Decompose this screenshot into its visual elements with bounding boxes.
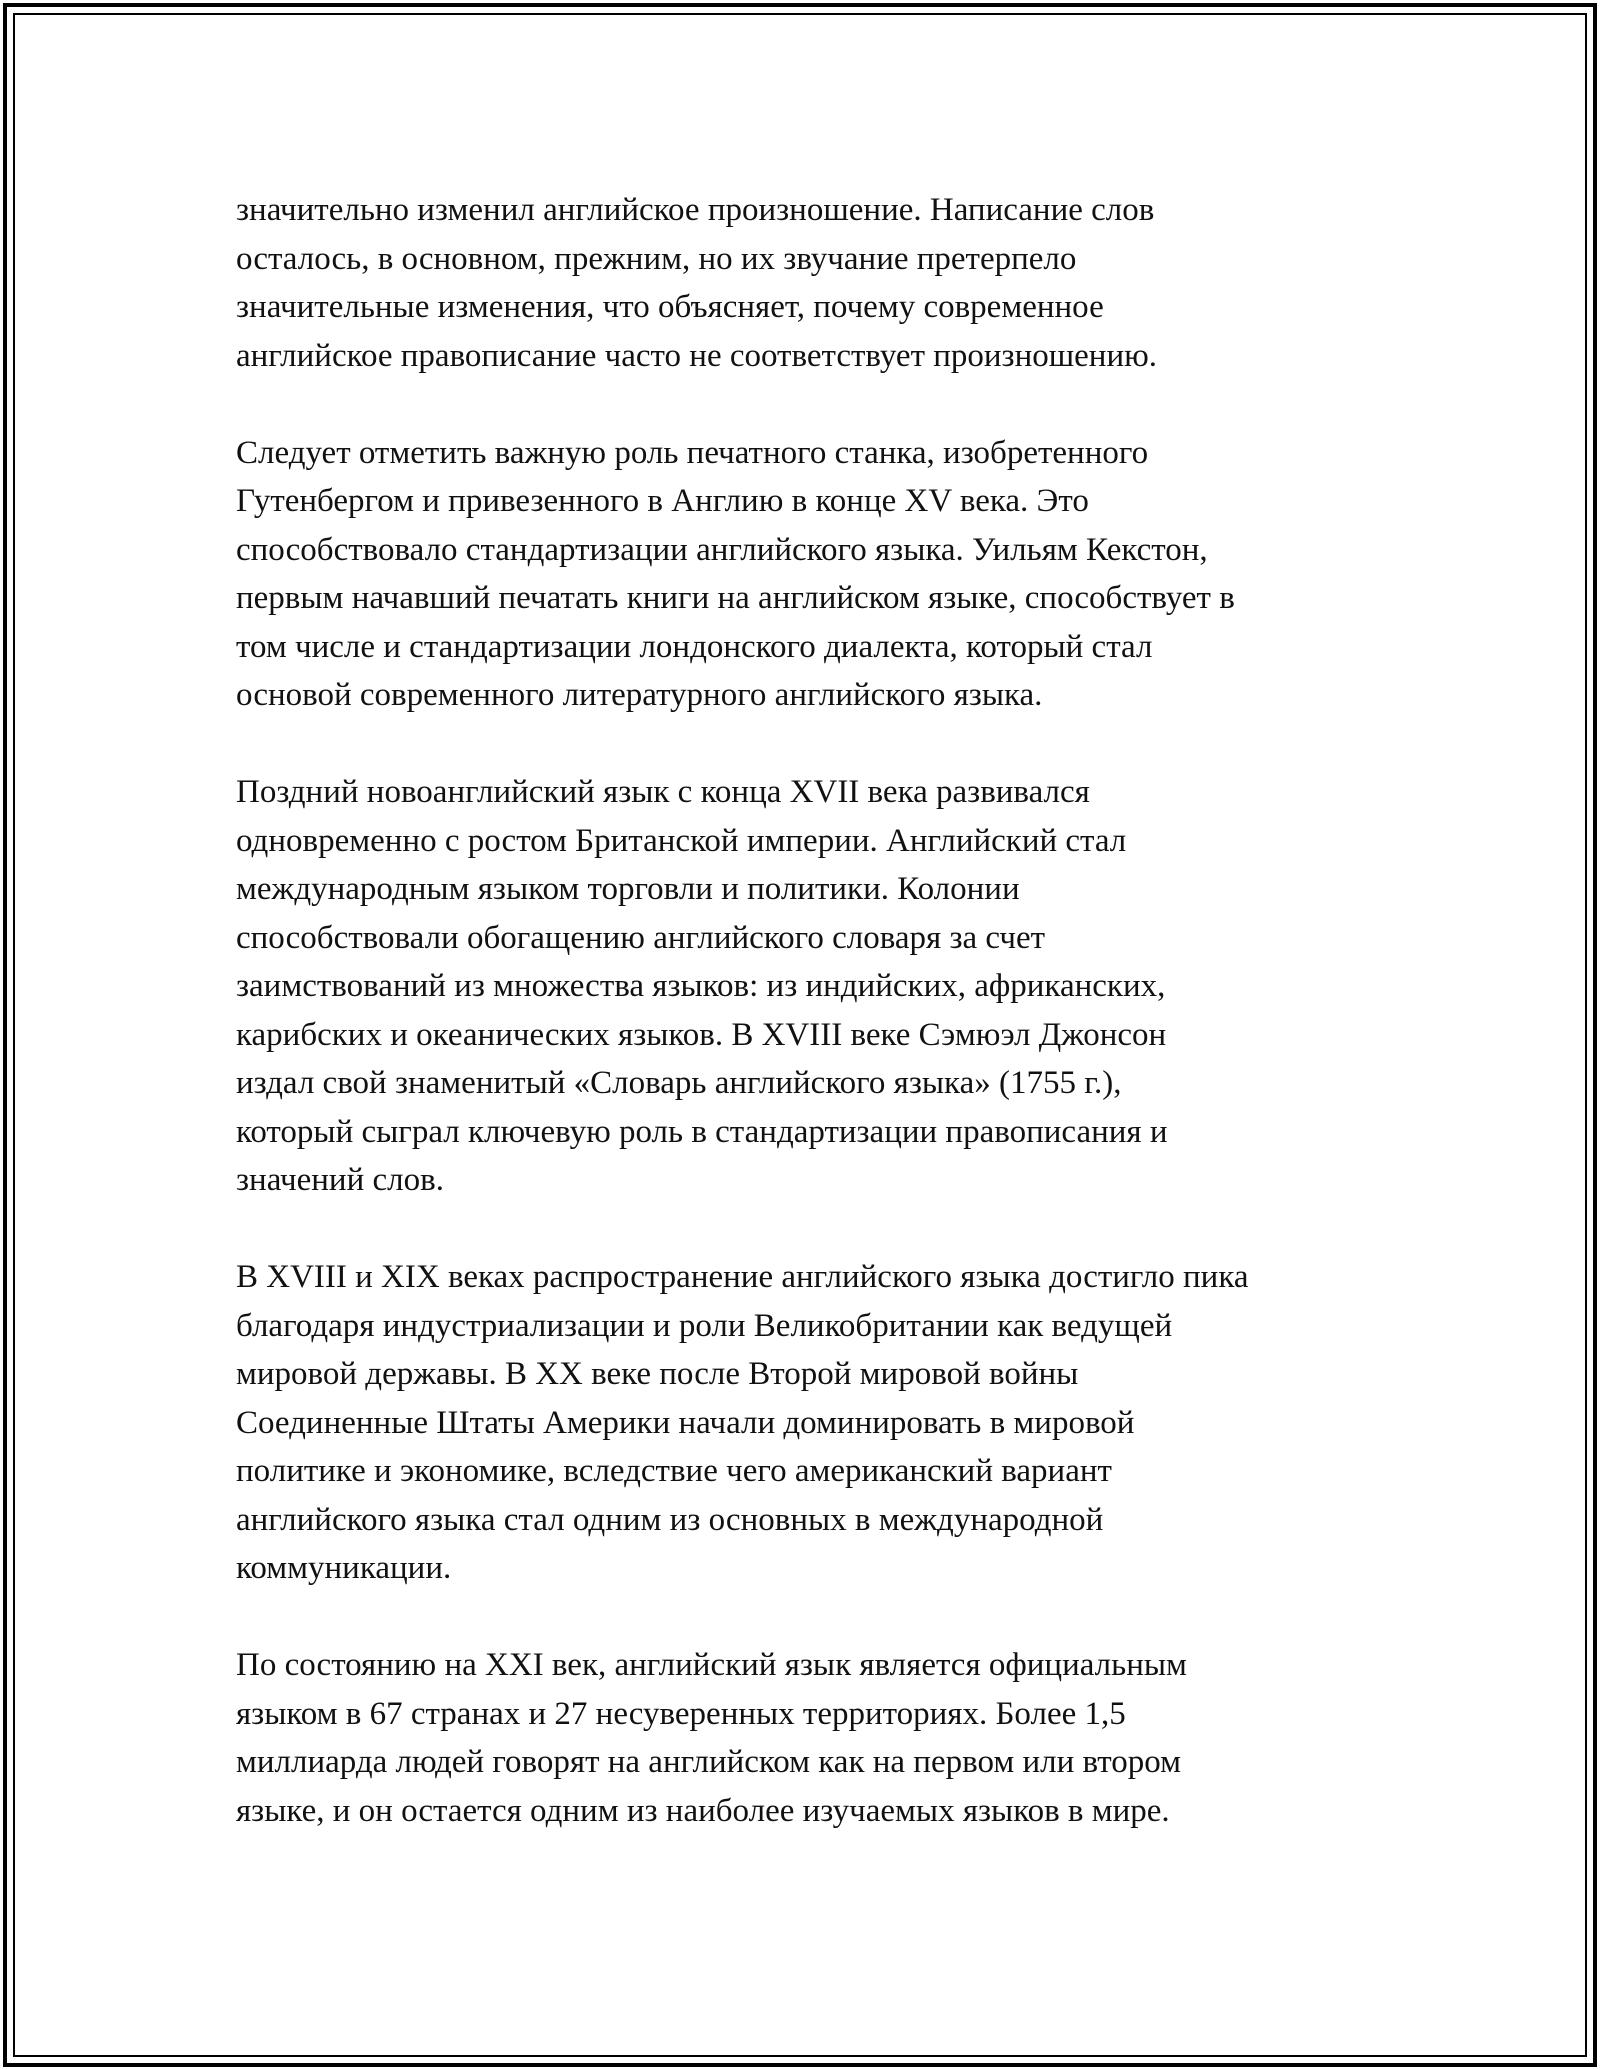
paragraph-4: В XVIII и XIX веках распространение английского языка достигло пика благодаря индустриализации и роли Великобритании как ведущей мировой державы. В XX веке после Второй мировой войны Соединенные Штаты Америки начали доминировать в мировой политике и экономике, вследствие чего американский вариант английского языка стал одним из основных в международной коммуникации. <box>236 1259 1249 1586</box>
paragraph-3: Поздний новоанглийский язык с конца XVII века развивался одновременно с ростом Британской империи. Английский стал международным языком торговли и политики. Колонии способствовали обогащению английского словаря за счет заимствований из множества языков: из индийских, африканских, карибских и океанических языков. В XVIII веке Сэмюэл Джонсон издал свой знаменитый «Словарь английского языка» (1755 г.), который сыграл ключевую роль в стандартизации правописания и значений слов. <box>236 774 1168 1198</box>
paragraph-1: значительно изменил английское произношение. Написание слов осталось, в основном, прежним, но их звучание претерпело значительные изменения, что объясняет, почему современное английское правописание часто не соответствует произношению. <box>236 192 1158 374</box>
paragraph-2: Следует отметить важную роль печатного станка, изобретенного Гутенбергом и привезенного в Англию в конце XV века. Это способствовало стандартизации английского языка. Уильям Кекстон, первым начавший печатать книги на английском языке, способствует в том числе и стандартизации лондонского диалекта, который стал основой современного литературного английского языка. <box>236 434 1235 713</box>
paragraph-5: По состоянию на XXI век, английский язык является официальным языком в 67 странах и 27 несуверенных территориях. Более 1,5 миллиарда людей говорят на английском как на первом или втором языке, и он остается одним из наиболее изучаемых языков в мире. <box>236 1647 1187 1829</box>
document-body <box>236 186 1416 1884</box>
